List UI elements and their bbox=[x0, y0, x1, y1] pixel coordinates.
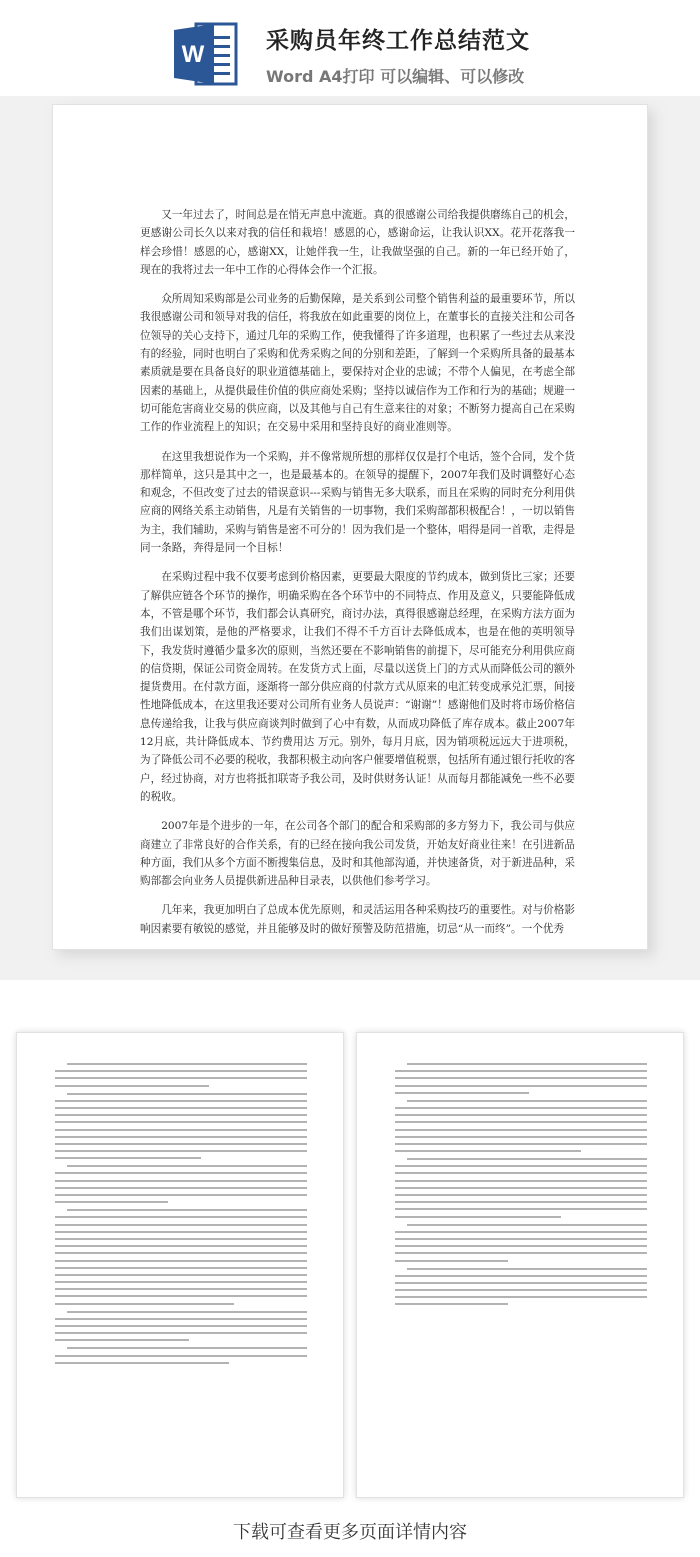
thumbnail-text-line bbox=[67, 1209, 307, 1211]
thumbnail-text-line bbox=[55, 1267, 307, 1269]
page-thumbnail-1[interactable] bbox=[16, 1032, 344, 1498]
thumbnail-text-lines bbox=[395, 1063, 647, 1311]
thumbnail-paragraph bbox=[395, 1100, 647, 1152]
thumbnail-text-line bbox=[55, 1085, 209, 1087]
thumbnail-text-line bbox=[55, 1318, 307, 1320]
thumbnail-text-line bbox=[67, 1165, 307, 1167]
download-more-pages-text: 下载可查看更多页面详情内容 bbox=[233, 1522, 467, 1543]
page-body bbox=[140, 206, 575, 949]
thumbnail-text-line bbox=[55, 1303, 234, 1305]
thumbnail-text-line bbox=[55, 1129, 307, 1131]
thumbnail-text-line bbox=[55, 1260, 307, 1262]
thumbnail-text-line bbox=[55, 1157, 201, 1159]
thumbnail-text-line bbox=[55, 1100, 307, 1102]
thumbnail-text-line bbox=[395, 1172, 647, 1174]
thumbnail-paragraph bbox=[55, 1165, 307, 1203]
document-page-preview[interactable] bbox=[52, 104, 648, 950]
header bbox=[0, 0, 700, 100]
thumbnail-text-line bbox=[55, 1107, 307, 1109]
thumbnail-text-line bbox=[55, 1180, 307, 1182]
thumbnail-paragraph bbox=[55, 1347, 307, 1363]
thumbnail-text-line bbox=[55, 1070, 307, 1072]
document-subtitle: Word A4打印 可以编辑、可以修改 bbox=[266, 67, 525, 86]
word-document-icon bbox=[174, 20, 238, 88]
thumbnail-text-line bbox=[407, 1224, 647, 1226]
thumbnail-paragraph bbox=[395, 1224, 647, 1262]
thumbnail-text-line bbox=[67, 1311, 307, 1313]
thumbnail-paragraph bbox=[55, 1209, 307, 1304]
thumbnail-text-line bbox=[395, 1231, 647, 1233]
thumbnail-text-line bbox=[395, 1245, 647, 1247]
thumbnail-text-line bbox=[395, 1092, 529, 1094]
thumbnail-text-line bbox=[55, 1362, 229, 1364]
thumbnail-text-line bbox=[55, 1224, 307, 1226]
thumbnail-text-line bbox=[395, 1180, 647, 1182]
thumbnail-paragraph bbox=[395, 1063, 647, 1094]
thumbnail-paragraph bbox=[55, 1063, 307, 1087]
thumbnail-text-line bbox=[395, 1201, 647, 1203]
thumbnail-text-line bbox=[395, 1296, 647, 1298]
thumbnail-text-line bbox=[55, 1201, 168, 1203]
thumbnail-text-line bbox=[395, 1077, 647, 1079]
document-title: 采购员年终工作总结范文 bbox=[266, 28, 530, 54]
thumbnail-text-line bbox=[55, 1077, 307, 1079]
thumbnail-text-line bbox=[407, 1158, 647, 1160]
thumbnail-text-line bbox=[395, 1194, 647, 1196]
thumbnail-text-lines bbox=[55, 1063, 307, 1370]
thumbnail-text-line bbox=[55, 1143, 307, 1145]
thumbnail-text-line bbox=[395, 1216, 561, 1218]
thumbnail-text-line bbox=[395, 1303, 508, 1305]
paragraph: 在这里我想说作为一个采购，并不像常规所想的那样仅仅是打个电话，签个合同，发个货那样简单，这只是其中之一，也是最基本的。在领导的提醒下，2007年我们及时调整好心态和观念，不但改变了过去的错误意识---采购与销售无多大联系，而且在采购的同时充分利用供应商的网络关系主动销售，凡是有关销售的一切事物，我们采购部都积极配合！，一切以销售为主，我们辅助，采购与销售是密不可分的！因为我们是一个整体，唱得是同一首歌，走得是同一条路，奔得是同一个目标！ bbox=[140, 450, 575, 555]
thumbnail-paragraph bbox=[55, 1093, 307, 1160]
thumbnail-paragraph bbox=[395, 1268, 647, 1306]
thumbnail-text-line bbox=[395, 1136, 647, 1138]
thumbnail-text-line bbox=[395, 1114, 647, 1116]
thumbnail-text-line bbox=[407, 1268, 647, 1270]
thumbnail-text-line bbox=[395, 1289, 647, 1291]
thumbnail-text-line bbox=[55, 1252, 307, 1254]
thumbnail-text-line bbox=[55, 1245, 307, 1247]
paragraph: 2007年是个进步的一年，在公司各个部门的配合和采购部的多方努力下，我公司与供应商建立了非常良好的合作关系，有的已经在接向我公司发货，开始友好商业往来！在引进新品种方面，我们从多个方面不断搜集信息，及时和其他部沟通，并快速备货，对于新进品种，采购部都会向业务人员提供新进品种目录表，以供他们参考学习。 bbox=[140, 820, 575, 888]
thumbnail-text-line bbox=[395, 1208, 647, 1210]
thumbnail-text-line bbox=[55, 1332, 307, 1334]
thumbnail-text-line bbox=[55, 1172, 307, 1174]
paragraph: 几年来，我更加明白了总成本优先原则，和灵活运用各种采购技巧的重要性。对与价格影响因素要有敏锐的感觉，并且能够及时的做好预警及防范措施，切忌“从一而终”。一个优秀 bbox=[140, 904, 575, 935]
thumbnail-text-line bbox=[55, 1281, 307, 1283]
thumbnail-text-line bbox=[55, 1136, 307, 1138]
thumbnail-text-line bbox=[55, 1121, 307, 1123]
thumbnail-text-line bbox=[395, 1121, 647, 1123]
thumbnail-text-line bbox=[407, 1063, 647, 1065]
thumbnail-text-line bbox=[395, 1085, 647, 1087]
paragraph: 在采购过程中我不仅要考虑到价格因素，更要最大限度的节约成本，做到货比三家；还要了解供应链各个环节的操作，明确采购在各个环节中的不同特点、作用及意义，只要能降低成本，不管是哪个环节，我们都会认真研究，商讨办法，真得很感谢总经理，在采购方法方面为我们出谋划策，是他的严格要求，让我们不得不千方百计去降低成本，也是在他的英明领导下，我发货时遵循少量多次的原则，当然还要在不影响销售的前提下，尽可能充分利用供应商的信贷期，保证公司资金周转。在发货方式上面，尽量以送货上门的方式从而降低公司的额外提货费用。在付款方面，逐渐将一部分供应商的付款方式从原来的电汇转变成承兑汇票，间接性地降低成本，在这里我还要对公司所有业务人员说声：“谢谢”！感谢他们及时将市场价格信息传递给我，让我与供应商谈判时做到了心中有数，从而成功降低了库存成本。截止2007年12月底，共计降低成本、节约费用达 万元。别外，每月月底，因为销项税远远大于进项税，为了降低公司不必要的税收，我都积极主动向客户催要增值税票，包括所有通过银行托收的客户，经过协商，对方也将抵扣联寄予我公司，及时供财务认证！从而每月都能减免一些不必要的税收。 bbox=[140, 571, 575, 803]
thumbnail-text-line bbox=[395, 1252, 647, 1254]
thumbnail-text-line bbox=[407, 1100, 647, 1102]
thumbnail-text-line bbox=[55, 1274, 307, 1276]
thumbnail-text-line bbox=[395, 1129, 647, 1131]
thumbnail-text-line bbox=[395, 1107, 647, 1109]
thumbnail-text-line bbox=[55, 1295, 307, 1297]
thumbnail-text-line bbox=[55, 1288, 307, 1290]
thumbnail-text-line bbox=[55, 1187, 307, 1189]
thumbnail-text-line bbox=[395, 1165, 647, 1167]
word-letter: W bbox=[181, 41, 205, 68]
paragraph: 又一年过去了，时间总是在悄无声息中流逝。真的很感谢公司给我提供磨练自己的机会，更感谢公司长久以来对我的信任和栽培！感恩的心，感谢命运，让我认识XX。花开花落我一样会珍惜！感恩的心，感谢XX，让她伴我一生，让我做坚强的自己。新的一年已经开始了，现在的我将过去一年中工作的心得体会作一个汇报。 bbox=[140, 209, 575, 276]
thumbnail-text-line bbox=[395, 1150, 581, 1152]
page-thumbnail-2[interactable] bbox=[356, 1032, 684, 1498]
thumbnail-text-line bbox=[55, 1339, 189, 1341]
thumbnail-text-line bbox=[395, 1143, 647, 1145]
thumbnail-paragraph bbox=[55, 1311, 307, 1342]
thumbnail-text-line bbox=[55, 1194, 307, 1196]
thumbnail-text-line bbox=[55, 1355, 307, 1357]
thumbnail-text-line bbox=[55, 1231, 307, 1233]
thumbnail-text-line bbox=[55, 1114, 307, 1116]
thumbnail-paragraph bbox=[395, 1158, 647, 1218]
thumbnail-text-line bbox=[395, 1282, 647, 1284]
thumbnail-text-line bbox=[395, 1260, 508, 1262]
thumbnail-text-line bbox=[395, 1187, 647, 1189]
thumbnail-text-line bbox=[67, 1347, 307, 1349]
paragraph: 众所周知采购部是公司业务的后勤保障，是关系到公司整个销售利益的最重要环节，所以我很感谢公司和领导对我的信任，将我放在如此重要的岗位上，在董事长的直接关注和公司各位领导的关心支持下，通过几年的采购工作，使我懂得了许多道理，也积累了一些过去从来没有的经验，同时也明白了采购和优秀采购之间的分别和差距，了解到一个采购所具备的最基本素质就是要在具备良好的职业道德基础上，要保持对企业的忠诚；不带个人偏见，在考虑全部因素的基础上，从提供最佳价值的供应商处采购；坚持以诚信作为工作和行为的基础；规避一切可能危害商业交易的供应商，以及其他与自己有生意来往的对象；不断努力提高自己在采购工作的作业流程上的知识；在交易中采用和坚持良好的商业准则等。 bbox=[140, 293, 575, 434]
thumbnail-text-line bbox=[395, 1275, 647, 1277]
thumbnail-text-line bbox=[67, 1063, 307, 1065]
thumbnail-text-line bbox=[395, 1238, 647, 1240]
thumbnail-text-line bbox=[55, 1216, 307, 1218]
thumbnail-text-line bbox=[55, 1238, 307, 1240]
thumbnail-text-line bbox=[55, 1325, 307, 1327]
thumbnail-text-line bbox=[55, 1150, 307, 1152]
thumbnail-text-line bbox=[395, 1070, 647, 1072]
thumbnail-text-line bbox=[67, 1093, 307, 1095]
